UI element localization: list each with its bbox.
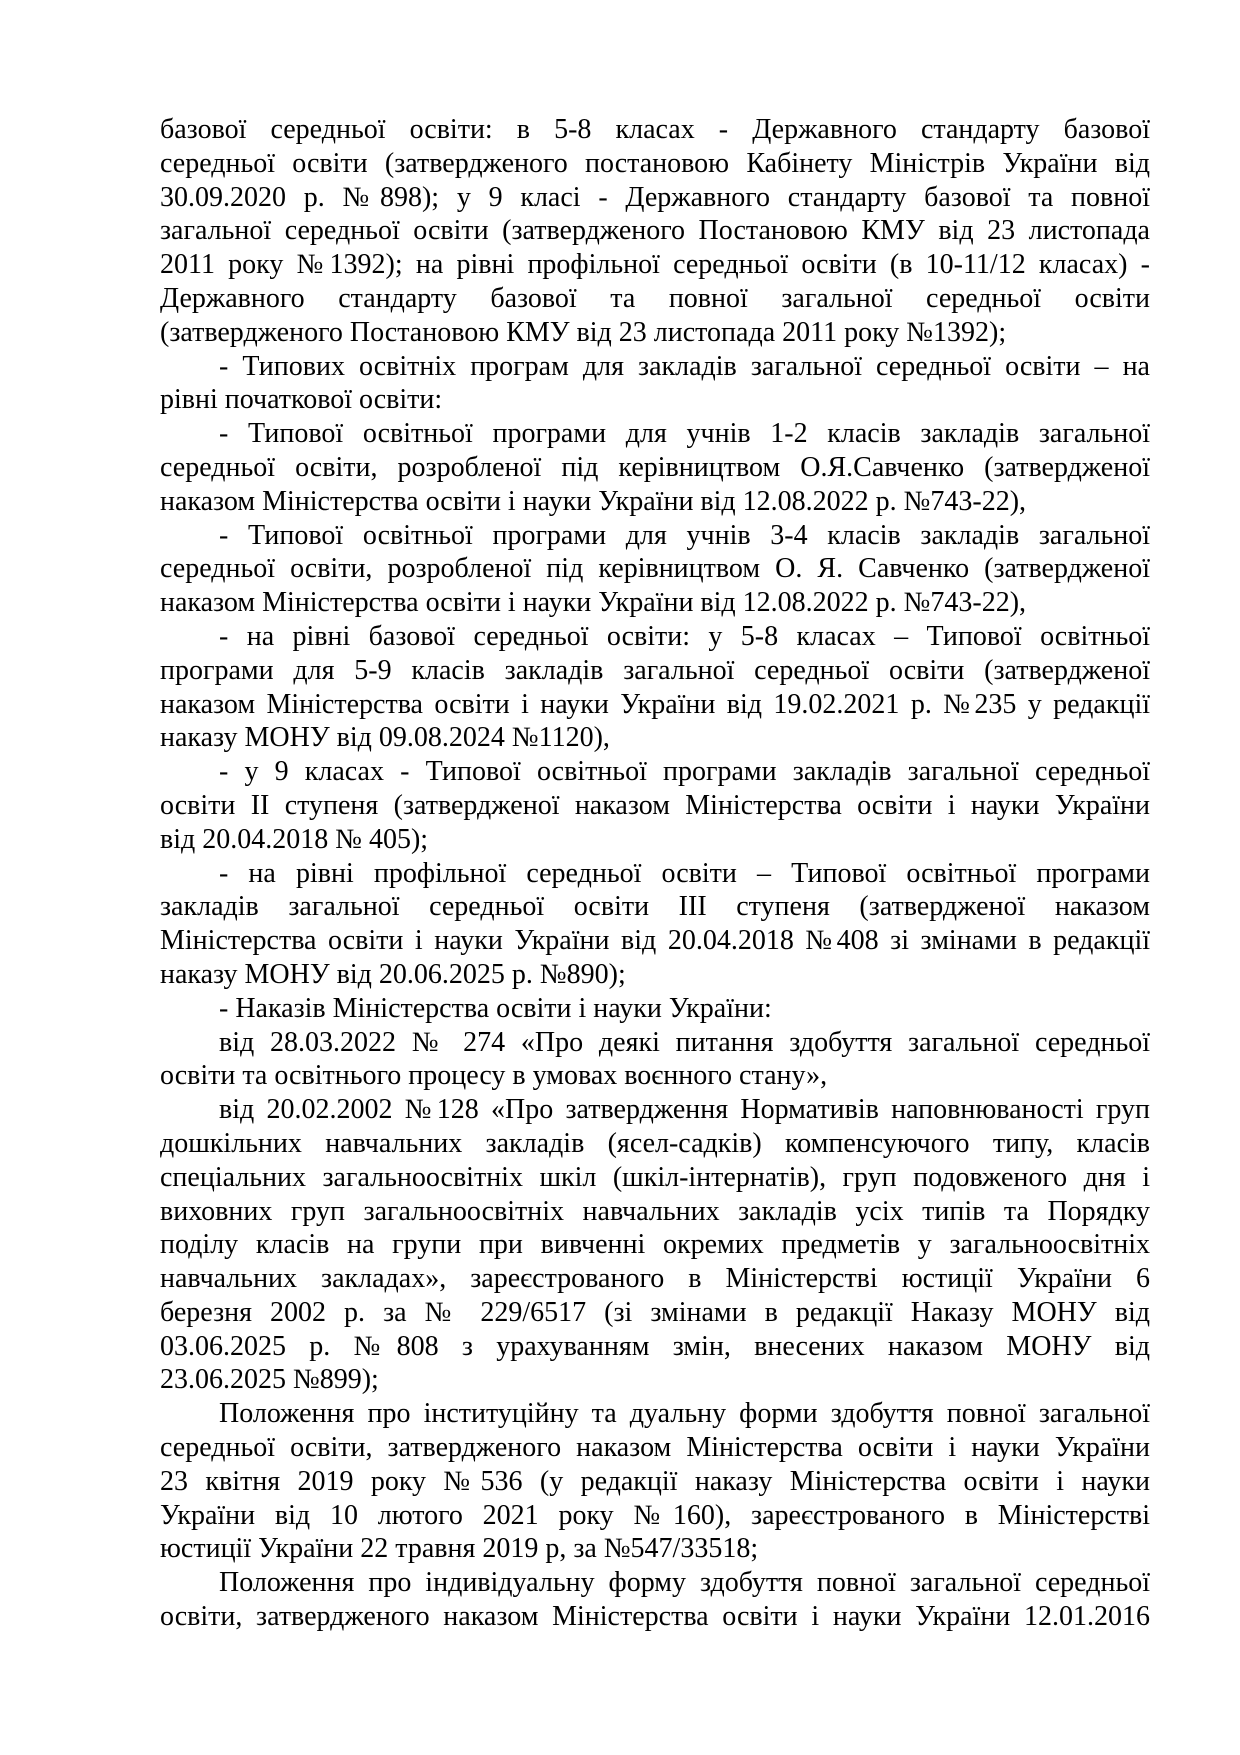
text-line: - Типової освітньої програми для учнів 3-4 класів закладів загальної (219, 519, 1150, 551)
text-line: програми для 5-9 класів закладів загальної середньої освіти (затвердженої (160, 654, 1150, 686)
text-line: рівні початкової освіти: (160, 384, 443, 416)
paragraph (160, 1026, 1150, 1094)
text-line: Положення про індивідуальну форму здобуття повної загальної середньої (219, 1567, 1150, 1599)
paragraph (160, 755, 1150, 856)
text-line: дошкільних навчальних закладів (ясел-садків) компенсуючого типу, класів (160, 1127, 1150, 1159)
text-line: України від 10 лютого 2021 року №160), зареєстрованого в Міністерстві (160, 1499, 1150, 1531)
text-line: юстиції України 22 травня 2019 р, за №547/33518; (160, 1533, 759, 1565)
text-line: від 20.02.2002 №128 «Про затвердження Нормативів наповнюваності груп (219, 1094, 1150, 1126)
paragraph (160, 113, 1150, 350)
text-line: 30.09.2020 р. №898); у 9 класі - Державного стандарту базової та повної (160, 181, 1150, 213)
text-line: навчальних закладах», зареєстрованого в Міністерстві юстиції України 6 (160, 1263, 1150, 1295)
text-line: загальної середньої освіти (затвердженого Постановою КМУ від 23 листопада (160, 215, 1150, 247)
text-line: спеціальних загальноосвітніх шкіл (шкіл-інтернатів), груп подовженого дня і (160, 1161, 1150, 1193)
text-line: - Типової освітньої програми для учнів 1-2 класів закладів загальної (219, 418, 1150, 450)
text-line: наказом Міністерства освіти і науки України від 19.02.2021 р. №235 у редакції (160, 688, 1150, 720)
paragraph (160, 620, 1150, 755)
text-line: освіти II ступеня (затвердженої наказом Міністерства освіти і науки України (160, 789, 1150, 821)
text-line: середньої освіти, розробленої під керівництвом О. Я. Савченко (затвердженої (160, 553, 1150, 585)
paragraph (160, 1093, 1150, 1397)
text-line: виховних груп загальноосвітніх навчальних закладів усіх типів та Порядку (160, 1195, 1150, 1227)
text-line: 2011 року №1392); на рівні профільної середньої освіти (в 10-11/12 класах) - (160, 249, 1150, 281)
text-line: - у 9 класах - Типової освітньої програми закладів загальної середньої (219, 756, 1150, 788)
paragraph (160, 1566, 1150, 1634)
text-line: - Типових освітніх програм для закладів загальної середньої освіти – на (219, 350, 1150, 382)
text-line: 23.06.2025 №899); (160, 1364, 379, 1396)
paragraph (160, 1397, 1150, 1566)
text-line: - Наказів Міністерства освіти і науки України: (219, 992, 772, 1024)
text-line: наказу МОНУ від 09.08.2024 №1120), (160, 722, 610, 754)
text-line: середньої освіти, розробленої під керівництвом О.Я.Савченко (затвердженої (160, 451, 1150, 483)
text-line: Державного стандарту базової та повної загальної середньої освіти (160, 282, 1150, 314)
text-line: базової середньої освіти: в 5-8 класах - Державного стандарту базової (160, 114, 1150, 145)
text-line: освіти, затвердженого наказом Міністерства освіти і науки України 12.01.2016 (160, 1601, 1150, 1633)
text-line: від 28.03.2022 № 274 «Про деякі питання здобуття загальної середньої (219, 1026, 1150, 1058)
text-line: закладів загальної середньої освіти III ступеня (затвердженої наказом (160, 891, 1150, 923)
text-line: 03.06.2025 р. №808 з урахуванням змін, внесених наказом МОНУ від (160, 1330, 1150, 1362)
text-line: середньої освіти, затвердженого наказом Міністерства освіти і науки України (160, 1432, 1150, 1464)
text-line: - на рівні профільної середньої освіти – Типової освітньої програми (219, 857, 1150, 889)
text-line: наказу МОНУ від 20.06.2025 р. №890); (160, 958, 626, 990)
text-line: поділу класів на групи при вивченні окремих предметів у загальноосвітніх (160, 1229, 1150, 1261)
text-line: середньої освіти (затвердженого постановою Кабінету Міністрів України від (160, 147, 1150, 179)
text-line: наказом Міністерства освіти і науки України від 12.08.2022 р. №743-22), (160, 485, 1027, 517)
text-line: - на рівні базової середньої освіти: у 5-8 класах – Типової освітньої (219, 620, 1150, 652)
paragraph (160, 350, 1150, 418)
paragraph (160, 992, 1150, 1026)
text-line: Положення про інституційну та дуальну форми здобуття повної загальної (219, 1398, 1150, 1430)
paragraph (160, 519, 1150, 620)
text-line: від 20.04.2018 № 405); (160, 823, 429, 855)
paragraph (160, 417, 1150, 518)
text-line: Міністерства освіти і науки України від 20.04.2018 №408 зі змінами в редакції (160, 925, 1150, 957)
text-line: освіти та освітнього процесу в умовах воєнного стану», (160, 1060, 828, 1092)
text-line: 23 квітня 2019 року №536 (у редакції наказу Міністерства освіти і науки (160, 1465, 1150, 1497)
text-line: наказом Міністерства освіти і науки України від 12.08.2022 р. №743-22), (160, 587, 1027, 619)
text-line: (затвердженого Постановою КМУ від 23 листопада 2011 року №1392); (160, 316, 1007, 348)
paragraph (160, 857, 1150, 992)
document-body (160, 113, 1150, 1634)
text-line: березня 2002 р. за № 229/6517 (зі змінами в редакції Наказу МОНУ від (160, 1296, 1150, 1328)
